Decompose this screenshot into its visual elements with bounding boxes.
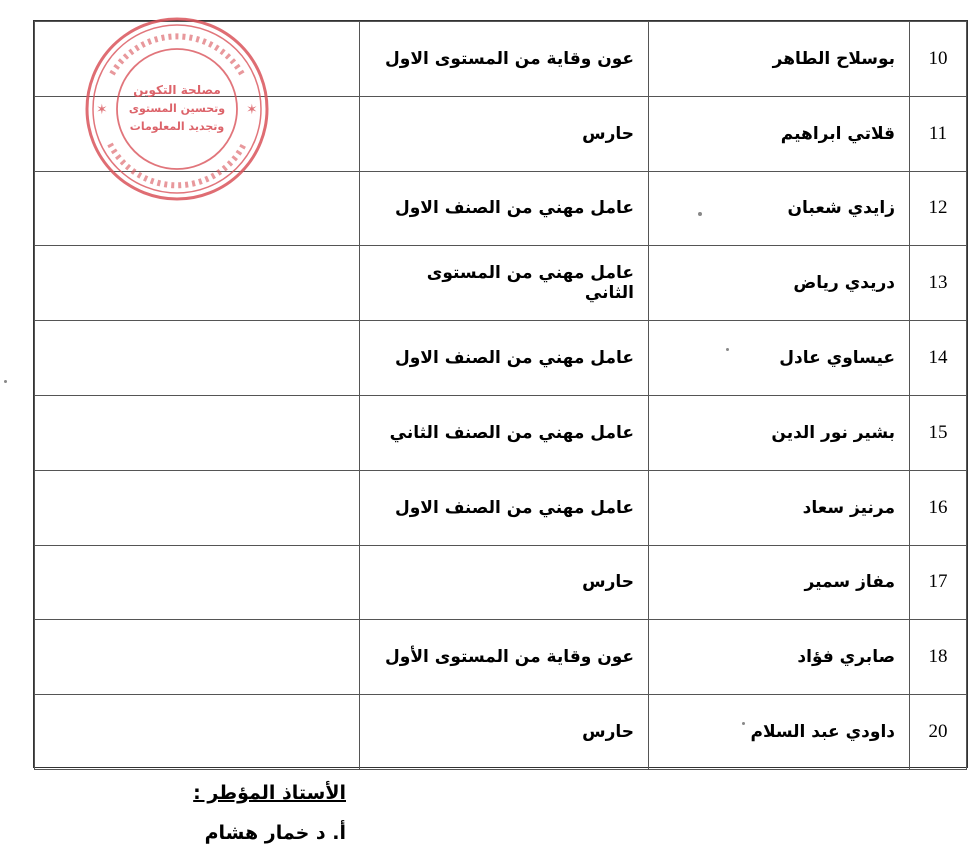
empty-cell <box>35 246 360 321</box>
table-row <box>35 246 967 321</box>
staff-table <box>33 20 968 768</box>
empty-cell <box>35 321 360 396</box>
table-row <box>35 96 967 171</box>
table-row <box>35 545 967 620</box>
supervisor-name: أ. د خمار هشام <box>204 822 346 844</box>
table-row <box>35 620 967 695</box>
job-title: عامل مهني من المستوى الثاني <box>360 246 649 321</box>
empty-cell <box>35 545 360 620</box>
job-title: عون وقاية من المستوى الأول <box>360 620 649 695</box>
empty-cell <box>35 22 360 97</box>
row-number: 16 <box>910 470 967 545</box>
empty-cell <box>35 395 360 470</box>
job-title: حارس <box>360 695 649 770</box>
stamp-line-2: وتحسين المستوى <box>128 102 226 115</box>
row-number: 14 <box>910 321 967 396</box>
row-number: 10 <box>910 22 967 97</box>
row-number: 18 <box>910 620 967 695</box>
employee-name: زايدي شعبان <box>649 171 910 246</box>
scan-speck <box>698 212 702 216</box>
stamp-line-1: مصلحة التكوين <box>133 83 221 97</box>
row-number: 15 <box>910 395 967 470</box>
svg-text:✶: ✶ <box>246 102 258 118</box>
employee-name: صابري فؤاد <box>649 620 910 695</box>
employee-name: بشير نور الدين <box>649 395 910 470</box>
supervisor-title: الأستاذ المؤطر : <box>193 782 346 804</box>
row-number: 13 <box>910 246 967 321</box>
employee-name: داودي عبد السلام <box>649 695 910 770</box>
empty-cell <box>35 695 360 770</box>
svg-text:✶: ✶ <box>96 102 108 118</box>
job-title: عامل مهني من الصنف الاول <box>360 171 649 246</box>
job-title: حارس <box>360 545 649 620</box>
empty-cell <box>35 620 360 695</box>
scan-speck <box>742 722 745 725</box>
table-row <box>35 321 967 396</box>
row-number: 20 <box>910 695 967 770</box>
employee-name: بوسلاح الطاهر <box>649 22 910 97</box>
employee-name: دريدي رياض <box>649 246 910 321</box>
table-row <box>35 470 967 545</box>
job-title: عامل مهني من الصنف الاول <box>360 321 649 396</box>
employee-name: مفاز سمير <box>649 545 910 620</box>
scan-speck <box>4 380 7 383</box>
job-title: حارس <box>360 96 649 171</box>
job-title: عون وقاية من المستوى الاول <box>360 22 649 97</box>
empty-cell <box>35 171 360 246</box>
row-number: 17 <box>910 545 967 620</box>
table-row <box>35 695 967 770</box>
table-row <box>35 22 967 97</box>
scan-speck <box>726 348 729 351</box>
empty-cell <box>35 470 360 545</box>
stamp-line-3: وتجديد المعلومات <box>129 120 225 133</box>
job-title: عامل مهني من الصنف الاول <box>360 470 649 545</box>
empty-cell <box>35 96 360 171</box>
employee-name: قلاتي ابراهيم <box>649 96 910 171</box>
job-title: عامل مهني من الصنف الثاني <box>360 395 649 470</box>
table-row <box>35 395 967 470</box>
row-number: 12 <box>910 171 967 246</box>
employee-name: عيساوي عادل <box>649 321 910 396</box>
employee-name: مرنيز سعاد <box>649 470 910 545</box>
table-row <box>35 171 967 246</box>
row-number: 11 <box>910 96 967 171</box>
